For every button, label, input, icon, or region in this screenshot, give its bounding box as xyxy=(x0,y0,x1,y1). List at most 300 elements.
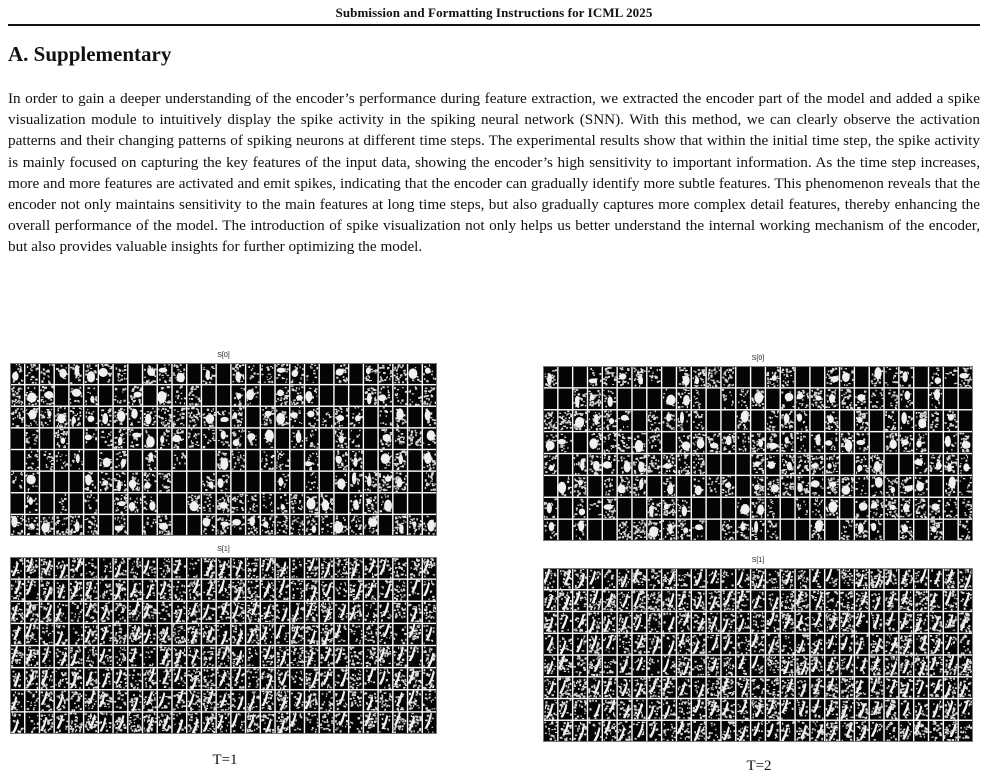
spike-thumbnail xyxy=(840,699,854,719)
spike-thumbnail xyxy=(944,699,958,720)
spike-thumbnail xyxy=(187,450,200,470)
spike-thumbnail xyxy=(99,407,112,427)
spike-thumbnail xyxy=(70,472,83,492)
spike-thumbnail xyxy=(128,429,142,449)
spike-thumbnail xyxy=(825,367,838,387)
spike-thumbnail xyxy=(929,656,943,676)
spike-thumbnail xyxy=(855,634,869,654)
spike-thumbnail xyxy=(692,454,705,475)
spike-thumbnail xyxy=(187,429,200,449)
spike-thumbnail xyxy=(320,407,333,427)
spike-thumbnail xyxy=(870,677,884,697)
spike-thumbnail xyxy=(408,407,421,427)
spike-thumbnail xyxy=(855,656,868,676)
spike-thumbnail xyxy=(143,364,156,385)
spike-thumbnail xyxy=(677,476,690,496)
spike-thumbnail xyxy=(84,407,98,427)
spike-thumbnail xyxy=(811,476,824,496)
spike-thumbnail xyxy=(158,558,171,579)
spike-thumbnail xyxy=(870,367,884,387)
spike-thumbnail xyxy=(929,367,942,387)
spike-thumbnail xyxy=(811,699,824,720)
spike-thumbnail xyxy=(677,699,691,720)
spike-thumbnail xyxy=(158,602,171,623)
spike-thumbnail xyxy=(588,589,601,611)
spike-thumbnail xyxy=(84,668,97,689)
spike-thumbnail xyxy=(246,558,259,579)
spike-thumbnail xyxy=(692,432,706,452)
spike-thumbnail xyxy=(349,558,363,579)
spike-thumbnail xyxy=(544,476,557,496)
spike-thumbnail xyxy=(677,389,691,409)
spike-thumbnail xyxy=(914,432,927,452)
spike-thumbnail xyxy=(423,580,436,601)
spike-thumbnail xyxy=(647,677,661,697)
spike-thumbnail xyxy=(70,364,83,385)
spike-thumbnail xyxy=(217,668,231,689)
spike-thumbnail xyxy=(677,520,691,540)
spike-thumbnail xyxy=(885,454,898,474)
spike-thumbnail xyxy=(276,668,290,689)
spike-thumbnail xyxy=(158,690,171,711)
spike-thumbnail xyxy=(618,612,632,633)
spike-thumbnail xyxy=(633,367,646,387)
spike-thumbnail xyxy=(603,520,616,540)
spike-thumbnail xyxy=(796,520,809,540)
spike-thumbnail xyxy=(825,476,839,496)
spike-thumbnail xyxy=(855,498,869,519)
spike-thumbnail xyxy=(870,569,884,589)
spike-thumbnail xyxy=(914,656,928,676)
spike-thumbnail xyxy=(692,677,705,697)
spike-thumbnail xyxy=(900,498,913,518)
spike-thumbnail xyxy=(128,385,142,406)
spike-thumbnail xyxy=(305,493,318,514)
spike-thumbnail xyxy=(261,429,274,449)
spike-thumbnail xyxy=(603,432,617,452)
spike-thumbnail xyxy=(825,656,839,677)
spike-thumbnail xyxy=(707,454,720,474)
spike-thumbnail xyxy=(944,634,957,654)
spike-thumbnail xyxy=(40,515,54,535)
spike-thumbnail xyxy=(900,410,914,430)
spike-thumbnail xyxy=(55,493,68,513)
spike-thumbnail xyxy=(246,624,259,645)
spike-thumbnail xyxy=(378,646,392,667)
spike-thumbnail xyxy=(722,590,736,610)
spike-thumbnail xyxy=(99,364,113,384)
spike-thumbnail xyxy=(870,520,883,541)
spike-thumbnail xyxy=(158,429,171,450)
spike-thumbnail xyxy=(885,410,898,430)
spike-thumbnail xyxy=(158,515,171,536)
spike-thumbnail xyxy=(736,520,749,540)
spike-thumbnail xyxy=(246,429,259,449)
spike-thumbnail xyxy=(99,602,113,623)
spike-thumbnail xyxy=(825,410,839,430)
spike-thumbnail xyxy=(618,656,632,676)
spike-thumbnail xyxy=(70,580,83,601)
spike-thumbnail xyxy=(394,711,407,733)
spike-thumbnail xyxy=(305,407,319,428)
spike-thumbnail xyxy=(290,385,303,405)
spike-thumbnail xyxy=(618,454,632,474)
spike-thumbnail xyxy=(647,410,660,431)
spike-thumbnail xyxy=(677,498,690,518)
spike-thumbnail xyxy=(114,385,127,405)
spike-thumbnail xyxy=(232,646,245,667)
spike-thumbnail xyxy=(143,713,156,734)
spike-thumbnail xyxy=(707,476,720,496)
spike-thumbnail xyxy=(914,454,927,474)
spike-thumbnail xyxy=(334,515,348,535)
spike-thumbnail xyxy=(722,699,736,719)
spike-thumbnail xyxy=(840,634,854,654)
spike-thumbnail xyxy=(143,690,157,711)
spike-thumbnail xyxy=(736,699,749,720)
spike-thumbnail xyxy=(290,668,303,689)
spike-thumbnail xyxy=(379,493,392,513)
spike-thumbnail xyxy=(573,520,586,540)
spike-thumbnail xyxy=(232,602,245,623)
spike-thumbnail xyxy=(423,690,437,711)
spike-thumbnail xyxy=(885,389,899,410)
spike-thumbnail xyxy=(900,454,913,474)
spike-thumbnail xyxy=(736,677,749,697)
spike-thumbnail xyxy=(677,432,691,453)
spike-thumbnail xyxy=(825,432,839,452)
spike-thumbnail xyxy=(114,407,127,427)
spike-thumbnail xyxy=(707,656,720,676)
spike-thumbnail xyxy=(751,633,765,654)
spike-thumbnail xyxy=(394,515,408,535)
spike-thumbnail xyxy=(157,385,171,405)
spike-thumbnail xyxy=(335,690,348,711)
spike-panel-t1-s0 xyxy=(10,352,437,536)
spike-thumbnail xyxy=(811,721,825,741)
spike-thumbnail xyxy=(158,646,172,667)
spike-thumbnail xyxy=(394,472,408,493)
spike-thumbnail xyxy=(736,410,750,430)
spike-thumbnail xyxy=(751,476,764,496)
spike-thumbnail xyxy=(246,385,259,405)
spike-thumbnail xyxy=(173,646,187,667)
spike-thumbnail xyxy=(707,367,721,388)
spike-thumbnail xyxy=(379,450,393,470)
spike-thumbnail xyxy=(677,569,690,589)
spike-thumbnail xyxy=(114,646,127,667)
spike-thumbnail xyxy=(722,410,735,430)
spike-thumbnail xyxy=(855,389,868,410)
spike-thumbnail xyxy=(662,498,676,518)
spike-thumbnail xyxy=(944,520,957,540)
spike-thumbnail xyxy=(217,558,231,579)
spike-thumbnail xyxy=(647,569,660,589)
spike-thumbnail xyxy=(379,472,393,492)
spike-thumbnail xyxy=(929,590,942,610)
spike-thumbnail xyxy=(423,472,437,492)
spike-thumbnail xyxy=(158,407,172,427)
spike-thumbnail xyxy=(246,690,259,711)
spike-thumbnail xyxy=(796,699,809,719)
spike-thumbnail xyxy=(394,364,408,384)
spike-thumbnail xyxy=(173,364,186,384)
spike-thumbnail xyxy=(885,476,898,496)
spike-thumbnail xyxy=(202,515,215,535)
spike-thumbnail xyxy=(276,493,289,513)
spike-thumbnail xyxy=(781,498,794,518)
spike-thumbnail xyxy=(423,515,436,535)
spike-thumbnail xyxy=(677,656,691,676)
spike-thumbnail xyxy=(246,407,259,427)
spike-thumbnail xyxy=(276,364,289,384)
spike-thumbnail xyxy=(900,432,914,452)
spike-thumbnail xyxy=(217,429,230,449)
spike-thumbnail xyxy=(573,656,586,676)
spike-thumbnail xyxy=(588,476,601,496)
spike-thumbnail xyxy=(573,699,587,719)
spike-thumbnail xyxy=(10,690,24,711)
spike-thumbnail xyxy=(305,602,318,623)
spike-thumbnail xyxy=(40,364,53,384)
spike-thumbnail xyxy=(84,429,97,449)
spike-thumbnail xyxy=(231,713,245,734)
spike-thumbnail xyxy=(25,385,39,406)
spike-thumbnail xyxy=(722,454,735,474)
spike-thumbnail xyxy=(261,364,274,384)
spike-thumbnail xyxy=(692,634,706,654)
spike-thumbnail xyxy=(232,493,245,513)
spike-thumbnail xyxy=(736,389,749,409)
spike-thumbnail xyxy=(173,580,187,601)
spike-thumbnail xyxy=(335,450,349,470)
spike-grid xyxy=(543,366,973,541)
spike-thumbnail xyxy=(929,410,942,431)
spike-thumbnail xyxy=(959,569,972,590)
spike-thumbnail xyxy=(364,667,377,689)
spike-thumbnail xyxy=(825,498,838,519)
spike-thumbnail xyxy=(573,498,586,518)
spike-thumbnail xyxy=(143,450,157,470)
spike-thumbnail xyxy=(662,612,675,633)
spike-thumbnail xyxy=(320,385,333,405)
spike-thumbnail xyxy=(766,410,779,430)
spike-thumbnail xyxy=(870,721,883,741)
spike-thumbnail xyxy=(900,569,914,590)
spike-thumbnail xyxy=(202,385,215,405)
spike-thumbnail xyxy=(944,612,957,632)
spike-thumbnail xyxy=(751,498,765,518)
spike-thumbnail xyxy=(335,646,348,667)
spike-thumbnail xyxy=(128,472,141,492)
spike-thumbnail xyxy=(573,367,586,387)
spike-thumbnail xyxy=(929,476,942,496)
spike-thumbnail xyxy=(944,367,958,387)
spike-thumbnail xyxy=(914,677,927,697)
spike-thumbnail xyxy=(573,721,587,742)
spike-thumbnail xyxy=(751,612,765,633)
panel-label: S[1] xyxy=(751,557,765,564)
spike-thumbnail xyxy=(114,668,128,689)
spike-thumbnail xyxy=(11,493,24,513)
spike-thumbnail xyxy=(114,602,127,623)
spike-thumbnail xyxy=(900,590,913,611)
spike-thumbnail xyxy=(349,385,362,405)
spike-thumbnail xyxy=(544,721,558,741)
spike-thumbnail xyxy=(11,602,24,623)
spike-thumbnail xyxy=(559,569,573,589)
spike-thumbnail xyxy=(408,515,422,535)
spike-thumbnail xyxy=(751,389,764,410)
spike-thumbnail xyxy=(870,410,883,430)
spike-thumbnail xyxy=(187,558,200,579)
spike-thumbnail xyxy=(914,612,928,632)
spike-thumbnail xyxy=(944,454,958,474)
spike-thumbnail xyxy=(232,472,245,492)
spike-thumbnail xyxy=(885,721,898,742)
spike-thumbnail xyxy=(128,558,141,579)
spike-thumbnail xyxy=(261,557,275,578)
spike-thumbnail xyxy=(232,364,245,384)
spike-thumbnail xyxy=(914,476,927,496)
spike-thumbnail xyxy=(305,429,318,449)
spike-thumbnail xyxy=(379,558,392,579)
spike-thumbnail xyxy=(796,454,810,474)
spike-thumbnail xyxy=(305,557,318,578)
spike-thumbnail xyxy=(722,367,735,387)
spike-thumbnail xyxy=(202,450,215,470)
spike-thumbnail xyxy=(261,580,275,601)
spike-thumbnail xyxy=(618,699,632,719)
spike-thumbnail xyxy=(781,721,795,741)
spike-thumbnail xyxy=(11,450,24,470)
spike-thumbnail xyxy=(870,389,884,409)
spike-thumbnail xyxy=(217,385,230,405)
spike-thumbnail xyxy=(677,590,691,611)
spike-thumbnail xyxy=(900,699,913,719)
spike-thumbnail xyxy=(276,407,289,427)
spike-thumbnail xyxy=(423,602,436,623)
spike-thumbnail xyxy=(217,364,230,384)
spike-thumbnail xyxy=(588,612,601,633)
spike-thumbnail xyxy=(559,699,573,719)
spike-thumbnail xyxy=(202,364,216,385)
spike-thumbnail xyxy=(40,713,53,734)
spike-thumbnail xyxy=(796,476,810,496)
spike-thumbnail xyxy=(929,612,943,632)
spike-thumbnail xyxy=(751,454,764,474)
spike-thumbnail xyxy=(349,472,362,492)
spike-thumbnail xyxy=(885,520,898,540)
spike-thumbnail xyxy=(825,389,838,409)
spike-thumbnail xyxy=(618,432,632,452)
spike-thumbnail xyxy=(796,656,810,676)
spike-thumbnail xyxy=(290,624,304,645)
spike-thumbnail xyxy=(70,713,83,734)
spike-thumbnail xyxy=(751,590,764,610)
spike-thumbnail xyxy=(736,569,749,589)
spike-thumbnail xyxy=(261,515,274,535)
spike-thumbnail xyxy=(40,472,53,492)
spike-thumbnail xyxy=(825,612,838,632)
spike-thumbnail xyxy=(662,656,675,676)
spike-thumbnail xyxy=(781,677,794,697)
spike-thumbnail xyxy=(290,407,304,428)
spike-thumbnail xyxy=(70,602,83,623)
spike-thumbnail xyxy=(187,385,201,405)
spike-thumbnail xyxy=(143,667,157,689)
spike-thumbnail xyxy=(187,515,200,535)
spike-thumbnail xyxy=(603,699,616,720)
spike-thumbnail xyxy=(840,410,853,430)
spike-thumbnail xyxy=(633,590,646,611)
spike-thumbnail xyxy=(202,407,216,427)
spike-thumbnail xyxy=(885,432,898,452)
spike-thumbnail xyxy=(944,590,958,610)
spike-thumbnail xyxy=(379,515,392,535)
spike-thumbnail xyxy=(707,677,721,698)
spike-thumbnail xyxy=(187,407,201,427)
spike-thumbnail xyxy=(11,385,24,405)
spike-thumbnail xyxy=(633,721,646,741)
spike-thumbnail xyxy=(187,493,201,513)
spike-thumbnail xyxy=(128,668,142,689)
spike-thumbnail xyxy=(840,590,854,610)
spike-thumbnail xyxy=(588,699,601,720)
spike-thumbnail xyxy=(423,668,436,689)
spike-thumbnail xyxy=(914,699,928,720)
spike-thumbnail xyxy=(379,580,393,601)
spike-thumbnail xyxy=(870,699,883,719)
spike-thumbnail xyxy=(25,407,38,427)
spike-thumbnail xyxy=(394,493,407,513)
spike-thumbnail xyxy=(959,721,972,741)
header-rule xyxy=(8,24,980,26)
spike-thumbnail xyxy=(573,677,587,697)
spike-thumbnail xyxy=(364,407,377,427)
spike-thumbnail xyxy=(781,454,795,475)
spike-thumbnail xyxy=(855,410,869,430)
spike-thumbnail xyxy=(559,498,572,518)
spike-thumbnail xyxy=(588,634,602,655)
spike-thumbnail xyxy=(379,690,392,711)
spike-thumbnail xyxy=(158,450,171,470)
spike-thumbnail xyxy=(364,602,377,623)
spike-thumbnail xyxy=(766,612,780,633)
spike-thumbnail xyxy=(959,454,972,474)
spike-thumbnail xyxy=(276,579,290,601)
body-paragraph: In order to gain a deeper understanding of the encoder’s performance during feature extraction, we extracted the encoder part of the model and added a spike visualization module to intuitively display the spike activity in the spiking neural network (SNN). With this method, we can clearly observe the activation patterns and their changing patterns of spiking neurons at different time steps. The experimental results show that within the initial time step, the spike activity is mainly focused on capturing the key features of the input data, showing the encoder’s high sensitivity to important information. As the time step increases, more and more features are activated and emit spikes, indicating that the encoder can gradually identify more subtle features. This phenomenon reveals that the encoder not only maintains sensitivity to the main features at long time steps, but also gradually captures more complex detail features, thereby enhancing the overall performance of the model. The introduction of spike visualization not only helps us better understand the internal working mechanism of the encoder, but also provides valuable insights for further optimizing the model. xyxy=(8,90,980,256)
spike-thumbnail xyxy=(603,677,617,698)
spike-thumbnail xyxy=(25,646,39,667)
spike-thumbnail xyxy=(114,429,128,449)
spike-thumbnail xyxy=(232,624,245,645)
spike-thumbnail xyxy=(261,450,275,470)
spike-thumbnail xyxy=(261,645,274,667)
spike-thumbnail xyxy=(751,721,764,742)
spike-thumbnail xyxy=(70,450,84,470)
spike-thumbnail xyxy=(929,721,942,741)
spike-thumbnail xyxy=(246,601,260,623)
spike-thumbnail xyxy=(559,590,573,610)
spike-thumbnail xyxy=(232,385,246,406)
spike-thumbnail xyxy=(662,454,676,474)
spike-thumbnail xyxy=(246,646,259,667)
spike-thumbnail xyxy=(408,558,422,579)
spike-thumbnail xyxy=(825,634,838,655)
spike-thumbnail xyxy=(692,367,706,388)
spike-thumbnail xyxy=(143,472,157,492)
